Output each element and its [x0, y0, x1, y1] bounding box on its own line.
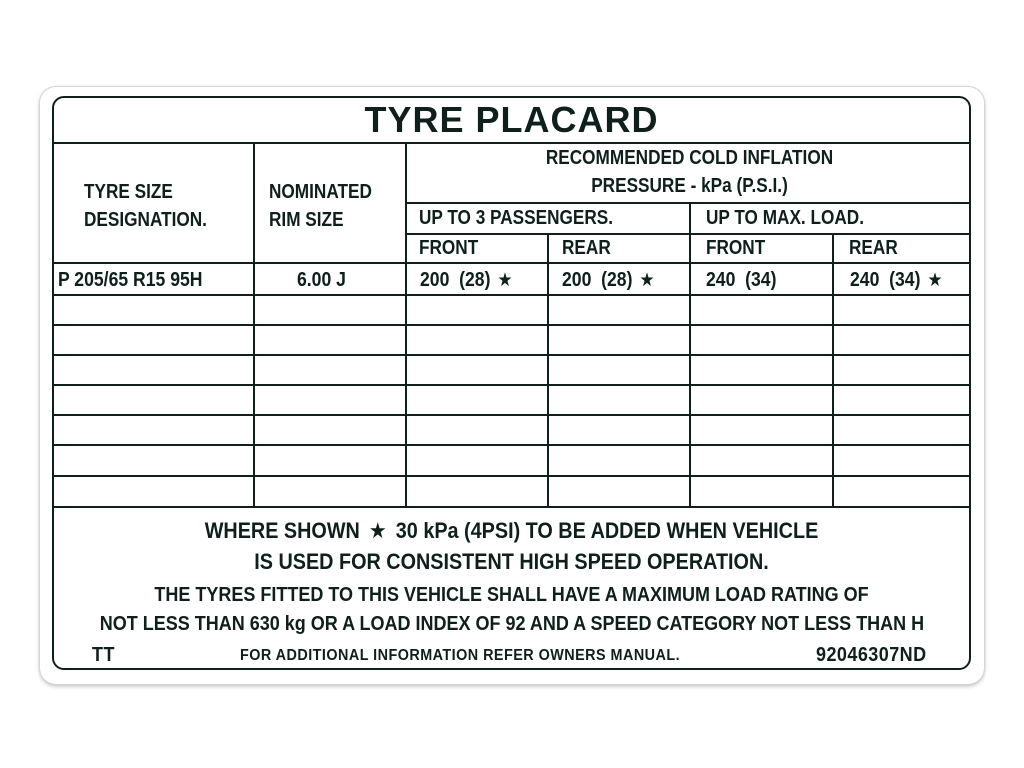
cell-rear-max	[850, 268, 942, 293]
col-line-2	[405, 142, 407, 508]
header-rim-size: RIM SIZE	[269, 209, 344, 231]
header-pressure-line2: PRESSURE - kPa (P.S.I.)	[591, 175, 788, 197]
header-designation: DESIGNATION.	[84, 209, 207, 231]
part-number: 92046307ND	[816, 644, 927, 666]
placard-frame	[52, 96, 971, 670]
code-left: TT	[92, 644, 115, 666]
header-rear-3p: REAR	[562, 237, 611, 259]
star-icon: ★	[368, 518, 387, 543]
star-icon: ★	[927, 270, 943, 291]
header-nominated: NOMINATED	[269, 181, 372, 203]
load-rating-line1: THE TYRES FITTED TO THIS VEHICLE SHALL HAVE A MAXIMUM LOAD RATING OF	[154, 584, 869, 606]
cell-tyre-size: P 205/65 R15 95H	[58, 269, 203, 291]
header-up-to-max-load: UP TO MAX. LOAD.	[706, 207, 865, 229]
cell-front-3p	[420, 268, 512, 293]
cell-front-max-value: 240 (34)	[706, 269, 777, 291]
cell-rear-max-value: 240 (34)	[850, 269, 921, 291]
star-note-line2: IS USED FOR CONSISTENT HIGH SPEED OPERATION.	[254, 549, 769, 574]
header-front-3p: FRONT	[419, 237, 479, 259]
owners-manual-note: FOR ADDITIONAL INFORMATION REFER OWNERS MANUAL.	[240, 647, 681, 664]
cell-rear-3p	[562, 268, 654, 293]
star-note-line1	[100, 518, 924, 544]
tyre-placard-sticker	[40, 87, 984, 684]
star-icon: ★	[497, 270, 513, 291]
star-note-before: WHERE SHOWN	[204, 518, 360, 543]
header-front-max: FRONT	[706, 237, 766, 259]
col-line-1	[253, 142, 255, 508]
header-pressure-line1: RECOMMENDED COLD INFLATION	[545, 147, 834, 169]
col-line-3	[547, 233, 549, 508]
cell-rim-size: 6.00 J	[297, 269, 346, 291]
col-line-5	[832, 233, 834, 508]
cell-front-3p-value: 200 (28)	[420, 269, 491, 291]
star-note-after: 30 kPa (4PSI) TO BE ADDED WHEN VEHICLE	[395, 518, 819, 543]
cell-front-max	[706, 268, 776, 292]
header-up-to-3-passengers: UP TO 3 PASSENGERS.	[419, 207, 614, 229]
header-rear-max: REAR	[849, 237, 898, 259]
cell-rear-3p-value: 200 (28)	[562, 269, 633, 291]
header-tyre-size: TYRE SIZE	[84, 181, 173, 203]
load-rating-line2: NOT LESS THAN 630 kg OR A LOAD INDEX OF 92 AND A SPEED CATEGORY NOT LESS THAN H	[99, 613, 925, 635]
star-icon: ★	[639, 270, 655, 291]
col-line-4	[689, 202, 691, 508]
placard-title: TYRE PLACARD	[364, 99, 659, 140]
divider-under-title	[54, 142, 969, 144]
